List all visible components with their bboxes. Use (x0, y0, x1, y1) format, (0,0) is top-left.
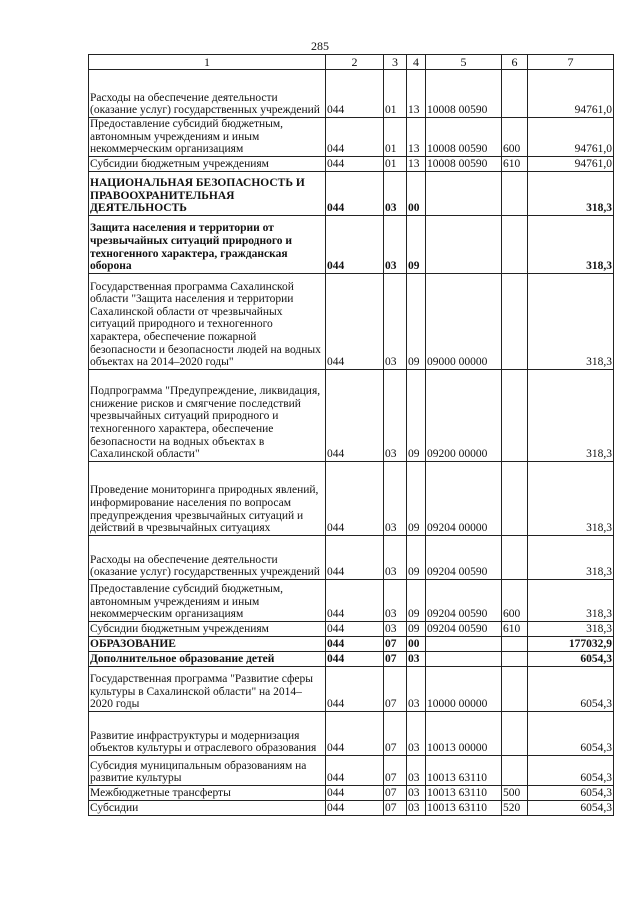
row-code-expense-type (502, 461, 528, 535)
row-code-target: 10013 63110 (426, 755, 502, 785)
table-row (89, 579, 614, 621)
column-header-7: 7 (528, 55, 614, 70)
row-amount: 318,3 (528, 579, 614, 621)
row-name: Расходы на обеспечение деятельности (оказание услуг) государственных учреждений (89, 535, 326, 579)
table-row (89, 621, 614, 636)
row-amount: 318,3 (528, 171, 614, 215)
row-code-subsection: 00 (407, 171, 426, 215)
row-code-subsection: 03 (407, 711, 426, 755)
row-code-target: 10013 63110 (426, 800, 502, 815)
table-row (89, 156, 614, 171)
row-code-section: 03 (384, 535, 407, 579)
row-name: Предоставление субсидий бюджетным, автономным учреждениям и иным некоммерческим организациям (89, 579, 326, 621)
row-code-section: 03 (384, 215, 407, 273)
table-row (89, 273, 614, 369)
row-code-target (426, 215, 502, 273)
row-name: НАЦИОНАЛЬНАЯ БЕЗОПАСНОСТЬ И ПРАВООХРАНИТЕЛЬНАЯ ДЕЯТЕЛЬНОСТЬ (89, 171, 326, 215)
row-amount: 318,3 (528, 535, 614, 579)
row-code-admin: 044 (326, 621, 384, 636)
row-amount: 318,3 (528, 273, 614, 369)
row-code-subsection: 09 (407, 621, 426, 636)
row-amount: 94761,0 (528, 118, 614, 157)
row-amount: 94761,0 (528, 156, 614, 171)
row-code-subsection: 09 (407, 535, 426, 579)
table-row (89, 800, 614, 815)
row-code-section: 03 (384, 621, 407, 636)
row-code-admin: 044 (326, 171, 384, 215)
row-code-subsection: 03 (407, 785, 426, 800)
row-code-expense-type (502, 273, 528, 369)
row-code-expense-type: 600 (502, 118, 528, 157)
table-row (89, 535, 614, 579)
column-header-2: 2 (326, 55, 384, 70)
page-number: 285 (311, 39, 329, 53)
row-code-subsection: 03 (407, 755, 426, 785)
row-code-expense-type: 600 (502, 579, 528, 621)
row-code-target: 09000 00000 (426, 273, 502, 369)
row-amount: 177032,9 (528, 636, 614, 651)
row-code-subsection: 03 (407, 666, 426, 711)
row-code-expense-type (502, 711, 528, 755)
row-code-target: 10013 00000 (426, 711, 502, 755)
row-amount: 6054,3 (528, 785, 614, 800)
row-name: Защита населения и территории от чрезвычайных ситуаций природного и техногенного характера, гражданская оборона (89, 215, 326, 273)
row-code-section: 07 (384, 785, 407, 800)
row-code-target: 10013 63110 (426, 785, 502, 800)
row-code-admin: 044 (326, 535, 384, 579)
row-code-section: 03 (384, 273, 407, 369)
row-code-subsection: 03 (407, 651, 426, 666)
row-name: Проведение мониторинга природных явлений, информирование населения по вопросам предупреждения чрезвычайных ситуаций и действий в чрезвычайных ситуациях (89, 461, 326, 535)
row-code-expense-type (502, 369, 528, 461)
row-amount: 318,3 (528, 621, 614, 636)
column-header-3: 3 (384, 55, 407, 70)
table-row (89, 215, 614, 273)
table-row (89, 636, 614, 651)
row-name: ОБРАЗОВАНИЕ (89, 636, 326, 651)
row-code-admin: 044 (326, 579, 384, 621)
row-code-target: 09204 00590 (426, 579, 502, 621)
row-code-subsection: 00 (407, 636, 426, 651)
row-code-expense-type: 610 (502, 156, 528, 171)
table-row (89, 755, 614, 785)
row-code-admin: 044 (326, 118, 384, 157)
row-amount: 6054,3 (528, 755, 614, 785)
row-code-admin: 044 (326, 636, 384, 651)
row-code-target: 10000 00000 (426, 666, 502, 711)
row-code-admin: 044 (326, 666, 384, 711)
row-code-section: 07 (384, 711, 407, 755)
column-header-5: 5 (426, 55, 502, 70)
row-code-subsection: 09 (407, 461, 426, 535)
row-name: Государственная программа "Развитие сферы культуры в Сахалинской области" на 2014–2020 годы (89, 666, 326, 711)
budget-table (88, 54, 614, 816)
row-code-section: 01 (384, 70, 407, 118)
row-code-subsection: 13 (407, 118, 426, 157)
row-code-admin: 044 (326, 215, 384, 273)
row-name: Развитие инфраструктуры и модернизация объектов культуры и отраслевого образования (89, 711, 326, 755)
row-code-section: 07 (384, 636, 407, 651)
row-code-target: 10008 00590 (426, 70, 502, 118)
row-code-expense-type (502, 535, 528, 579)
table-row (89, 70, 614, 118)
row-code-admin: 044 (326, 369, 384, 461)
row-code-section: 07 (384, 666, 407, 711)
row-code-admin: 044 (326, 156, 384, 171)
row-name: Расходы на обеспечение деятельности (оказание услуг) государственных учреждений (89, 70, 326, 118)
row-name: Субсидии (89, 800, 326, 815)
row-code-expense-type (502, 636, 528, 651)
row-amount: 318,3 (528, 461, 614, 535)
row-code-admin: 044 (326, 651, 384, 666)
table-body (89, 55, 614, 816)
row-code-target: 09200 00000 (426, 369, 502, 461)
row-code-subsection: 09 (407, 369, 426, 461)
row-amount: 94761,0 (528, 70, 614, 118)
row-code-subsection: 13 (407, 156, 426, 171)
row-code-target: 09204 00590 (426, 535, 502, 579)
row-name: Субсидии бюджетным учреждениям (89, 156, 326, 171)
column-header-4: 4 (407, 55, 426, 70)
row-code-expense-type (502, 651, 528, 666)
row-code-subsection: 09 (407, 579, 426, 621)
row-code-admin: 044 (326, 461, 384, 535)
row-code-expense-type: 500 (502, 785, 528, 800)
row-code-section: 07 (384, 800, 407, 815)
table-row (89, 171, 614, 215)
row-amount: 6054,3 (528, 711, 614, 755)
row-code-expense-type (502, 70, 528, 118)
row-code-section: 03 (384, 171, 407, 215)
row-amount: 6054,3 (528, 800, 614, 815)
table-row (89, 369, 614, 461)
row-amount: 6054,3 (528, 666, 614, 711)
table-row (89, 118, 614, 157)
row-code-admin: 044 (326, 755, 384, 785)
table-row (89, 651, 614, 666)
row-code-admin: 044 (326, 70, 384, 118)
row-name: Дополнительное образование детей (89, 651, 326, 666)
row-code-admin: 044 (326, 800, 384, 815)
row-code-section: 03 (384, 461, 407, 535)
column-header-6: 6 (502, 55, 528, 70)
row-code-admin: 044 (326, 273, 384, 369)
row-amount: 318,3 (528, 369, 614, 461)
table-row (89, 666, 614, 711)
row-name: Предоставление субсидий бюджетным, автономным учреждениям и иным некоммерческим организациям (89, 118, 326, 157)
row-code-expense-type (502, 666, 528, 711)
row-name: Межбюджетные трансферты (89, 785, 326, 800)
column-header-1: 1 (89, 55, 326, 70)
row-code-expense-type (502, 755, 528, 785)
table-row (89, 711, 614, 755)
header-row (89, 55, 614, 70)
row-code-subsection: 03 (407, 800, 426, 815)
row-code-admin: 044 (326, 711, 384, 755)
table-row (89, 785, 614, 800)
row-code-admin: 044 (326, 785, 384, 800)
row-code-section: 03 (384, 579, 407, 621)
row-code-subsection: 09 (407, 215, 426, 273)
row-name: Субсидия муниципальным образованиям на развитие культуры (89, 755, 326, 785)
row-code-target (426, 636, 502, 651)
row-code-subsection: 13 (407, 70, 426, 118)
row-code-section: 07 (384, 651, 407, 666)
row-code-target: 09204 00590 (426, 621, 502, 636)
row-amount: 318,3 (528, 215, 614, 273)
row-name: Подпрограмма "Предупреждение, ликвидация, снижение рисков и смягчение последствий чрезвычайных ситуаций природного и техногенного характера, обеспечение безопасности на водных объектах в Сахалинской области" (89, 369, 326, 461)
row-code-expense-type: 610 (502, 621, 528, 636)
row-code-subsection: 09 (407, 273, 426, 369)
row-code-target: 09204 00000 (426, 461, 502, 535)
row-code-target: 10008 00590 (426, 118, 502, 157)
row-code-target (426, 171, 502, 215)
row-name: Государственная программа Сахалинской области "Защита населения и территории Сахалинской области от чрезвычайных ситуаций природного и техногенного характера, обеспечение пожарной безопасности и безопасности людей на водных объектах на 2014–2020 годы" (89, 273, 326, 369)
row-code-expense-type (502, 215, 528, 273)
row-code-target: 10008 00590 (426, 156, 502, 171)
row-name: Субсидии бюджетным учреждениям (89, 621, 326, 636)
row-code-section: 07 (384, 755, 407, 785)
row-code-expense-type: 520 (502, 800, 528, 815)
row-amount: 6054,3 (528, 651, 614, 666)
row-code-target (426, 651, 502, 666)
row-code-expense-type (502, 171, 528, 215)
row-code-section: 03 (384, 369, 407, 461)
table-row (89, 461, 614, 535)
row-code-section: 01 (384, 118, 407, 157)
row-code-section: 01 (384, 156, 407, 171)
